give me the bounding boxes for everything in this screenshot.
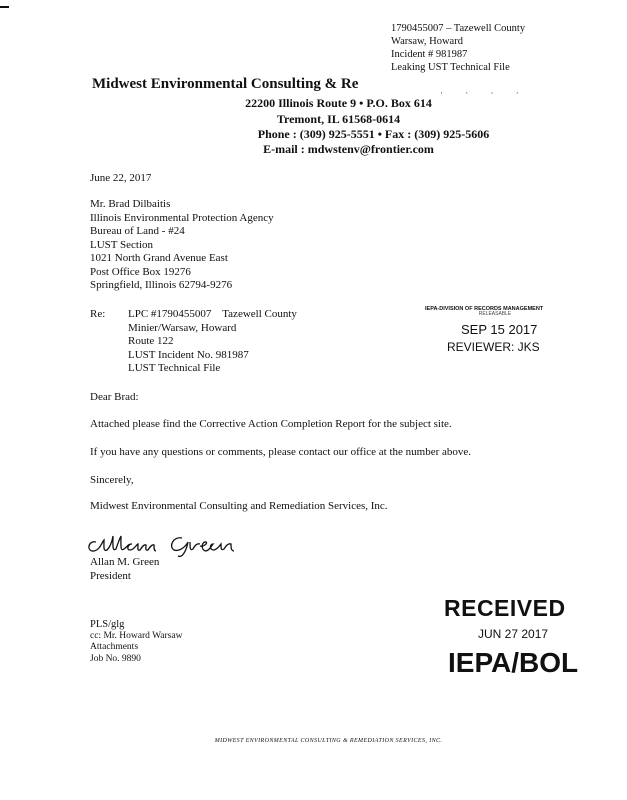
scan-mark: [0, 6, 9, 8]
footer-note: cc: Mr. Howard Warsaw: [90, 630, 183, 641]
file-label: [391, 22, 525, 74]
file-label-line: Warsaw, Howard: [391, 36, 463, 47]
re-line: LPC #1790455007 Tazewell County: [128, 308, 297, 320]
re-line: LUST Incident No. 981987: [128, 348, 249, 361]
file-label-line: Incident # 981987: [391, 49, 468, 60]
signer-name: Allan M. Green: [90, 556, 160, 568]
re-line: LUST Technical File: [128, 362, 221, 374]
recipient-line: 1021 North Grand Avenue East: [90, 252, 228, 264]
review-stamp: [425, 306, 565, 354]
received-stamp-date: JUN 27 2017: [478, 627, 549, 641]
letterhead-address2: Tremont, IL 61568-0614: [276, 112, 401, 126]
letterhead-address1: 22200 Illinois Route 9 • P.O. Box 614: [245, 96, 432, 110]
file-label-line: Leaking UST Technical File: [391, 62, 510, 73]
closing: Sincerely,: [90, 474, 134, 486]
company-signature-line: Midwest Environmental Consulting and Remediation Services, Inc.: [90, 500, 388, 512]
review-stamp-reviewer: REVIEWER: JKS: [447, 340, 540, 354]
review-stamp-subtitle: RELEASABLE: [478, 311, 512, 317]
footer-note: Job No. 9890: [90, 653, 141, 664]
company-name: Midwest Environmental Consulting & Re: [92, 76, 359, 92]
re-line: Minier/Warsaw, Howard: [128, 321, 237, 334]
recipient-block: [90, 198, 274, 293]
recipient-line: Illinois Environmental Protection Agency: [90, 211, 274, 224]
recipient-line: Springfield, Illinois 62794-9276: [90, 279, 233, 291]
re-line: Route 122: [128, 335, 174, 347]
salutation: Dear Brad:: [90, 391, 139, 403]
recipient-line: Post Office Box 19276: [90, 265, 191, 278]
letter-date: June 22, 2017: [90, 172, 152, 184]
letterhead-phone-fax: Phone : (309) 925-5551 • Fax : (309) 925-5606: [257, 127, 490, 141]
paragraph-2: If you have any questions or comments, please contact our office at the number above.: [90, 446, 472, 458]
file-label-line: 1790455007 – Tazewell County: [391, 23, 526, 34]
footer-notes: [90, 619, 182, 665]
received-stamp-office: IEPA/BOL: [448, 647, 579, 678]
letterhead-email: E-mail : mdwstenv@frontier.com: [263, 142, 434, 156]
paragraph-1: Attached please find the Corrective Action Completion Report for the subject site.: [90, 418, 452, 430]
re-block: [128, 308, 297, 376]
recipient-line: Mr. Brad Dilbaitis: [90, 198, 171, 210]
received-stamp-title: RECEIVED: [444, 595, 566, 621]
page-footer: MIDWEST ENVIRONMENTAL CONSULTING & REMEDIATION SERVICES, INC.: [214, 738, 443, 744]
scan-noise: · · · ·: [440, 88, 529, 98]
received-stamp: [444, 595, 584, 679]
signer-title: President: [90, 570, 131, 582]
review-stamp-date: SEP 15 2017: [461, 322, 538, 337]
footer-note: PLS/glg: [90, 619, 125, 630]
recipient-line: Bureau of Land - #24: [90, 225, 185, 237]
recipient-line: LUST Section: [90, 238, 154, 251]
re-label: Re:: [90, 308, 106, 320]
footer-note: Attachments: [90, 642, 139, 652]
review-stamp-title: IEPA-DIVISION OF RECORDS MANAGEMENT: [425, 306, 544, 312]
